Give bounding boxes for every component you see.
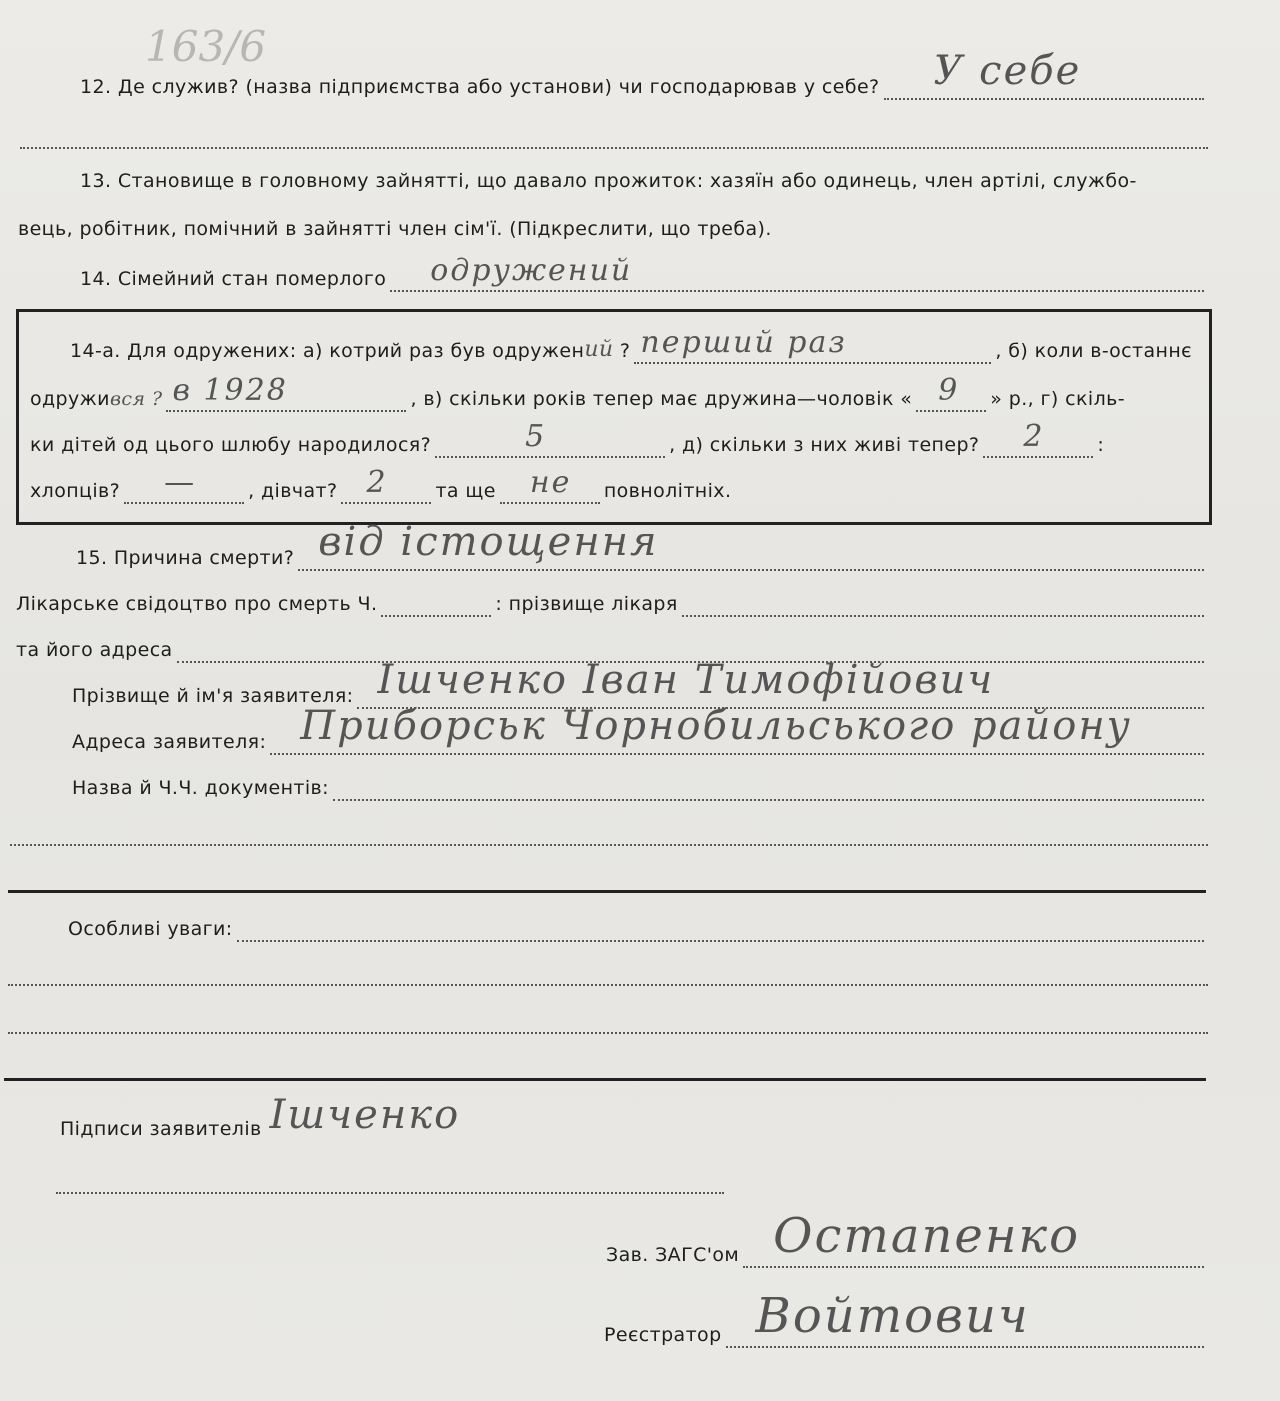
registrar-signature-field[interactable] (726, 1288, 1204, 1348)
question-14a-row-1: 14-а. Для одружених: а) котрий раз був одружен ий ? перший раз , б) коли в-останнє (70, 325, 1192, 362)
question-13-row-2 (18, 218, 1208, 242)
head-label: Зав. ЗАГС'ом (606, 1244, 740, 1266)
doctor-certificate-number-field[interactable] (381, 589, 491, 617)
question-14a-row-2 (30, 373, 1192, 412)
question-14a-row-3 (30, 419, 1192, 458)
documents-label: Назва й Ч.Ч. документів: (72, 777, 329, 799)
question-14a-c-field[interactable] (916, 373, 986, 412)
question-14a-e-label: , д) скільки з них живі тепер? (669, 434, 980, 456)
doctor-certificate-label: Лікарське свідоцтво про смерть Ч. (16, 593, 378, 615)
question-14a-girls-label: , дівчат? (248, 480, 338, 502)
remarks-extra-line-2 (8, 1032, 1208, 1034)
applicant-address-answer: Приборськ Чорнобильського району (300, 703, 1132, 749)
question-14a-girls-answer: 2 (366, 465, 388, 500)
question-14a-b-prefix: одружи (30, 388, 110, 410)
question-14a-e-field[interactable] (983, 419, 1093, 458)
head-signature-field[interactable] (743, 1208, 1204, 1268)
question-14a-b-answer: в 1928 (172, 373, 288, 408)
question-14a-more-answer: не (529, 465, 572, 500)
question-15-label: 15. Причина смерти? (76, 547, 295, 569)
question-14a-c-label: , в) скільки років тепер має дружина—чоловік « (410, 388, 913, 410)
section-divider-1 (8, 890, 1206, 893)
question-14a-adult-label: повнолітніх. (603, 480, 732, 502)
question-14a-more-field[interactable] (500, 465, 600, 504)
question-14a-d-label: ки дітей од цього шлюбу народилося? (30, 434, 432, 456)
doctor-name-field[interactable] (682, 589, 1204, 617)
question-14a-e-after: : (1097, 434, 1105, 456)
remarks-field[interactable] (237, 914, 1204, 942)
applicant-signature-label: Підписи заявителів (60, 1118, 262, 1140)
question-12-field[interactable] (884, 48, 1204, 100)
applicant-address-row (72, 703, 1208, 755)
question-14a-a-label: 14-а. Для одружених: а) котрий раз був одружен (70, 340, 585, 362)
question-14a-d-answer: 5 (525, 419, 547, 454)
question-14a-boys-label: хлопців? (30, 480, 121, 502)
question-13-row-1 (80, 170, 1208, 194)
question-14-field[interactable] (390, 253, 1204, 292)
remarks-row (68, 914, 1208, 942)
question-14a-a-suffix: ий (584, 337, 614, 362)
remarks-label: Особливі уваги: (68, 918, 233, 940)
question-14a-b-suffix: вся ? (109, 388, 163, 410)
registrar-signature: Войтович (755, 1288, 1030, 1344)
question-12-extra-line (20, 147, 1208, 149)
registrar-row (604, 1288, 1208, 1348)
doctor-name-label: : прізвище лікаря (495, 593, 678, 615)
question-13-label-line-1: 13. Становище в головному зайнятті, що давало прожиток: хазяїн або одинець, член артілі, службо- (80, 170, 1137, 192)
question-15-row (76, 519, 1208, 571)
question-14-row (80, 253, 1208, 292)
archive-number-note: 163/6 (145, 22, 267, 71)
question-12-answer: У себе (933, 48, 1082, 94)
question-14a-c-after: » р., г) скіль- (990, 388, 1125, 410)
registrar-label: Реєстратор (604, 1324, 722, 1346)
question-14a-b-field[interactable] (166, 373, 406, 412)
applicant-signature-field[interactable] (266, 1092, 720, 1142)
applicant-address-label: Адреса заявителя: (72, 731, 267, 753)
remarks-extra-line-1 (8, 984, 1208, 986)
documents-row (72, 773, 1208, 801)
head-row (606, 1208, 1208, 1268)
doctor-row (16, 589, 1208, 617)
question-14a-boys-field[interactable] (124, 465, 244, 504)
applicant-signature-row (60, 1092, 724, 1142)
documents-field[interactable] (333, 773, 1204, 801)
question-12-label: 12. Де служив? (назва підприємства або установи) чи господарював у себе? (80, 76, 880, 98)
section-divider-2 (4, 1078, 1206, 1081)
question-14-answer: одружений (430, 253, 633, 288)
applicant-signature-line (56, 1192, 724, 1194)
question-14a-row-4 (30, 465, 1192, 504)
documents-extra-line (10, 844, 1208, 846)
question-13-label-line-2: вець, робітник, помічний в зайнятті член сім'ї. (Підкреслити, що треба). (18, 218, 772, 240)
applicant-signature: Ішченко (269, 1092, 461, 1138)
applicant-address-field[interactable] (270, 703, 1204, 755)
question-12-row (80, 48, 1208, 100)
question-14a-boys-answer: — (164, 465, 197, 500)
question-14a-more-label: та ще (435, 480, 496, 502)
question-14a-c-answer: 9 (938, 373, 960, 408)
question-14a-a-field[interactable] (634, 325, 991, 364)
doctor-address-label: та його адреса (16, 639, 173, 661)
question-14-label: 14. Сімейний стан померлого (80, 268, 387, 290)
question-14a-a-answer: перший раз (640, 325, 847, 360)
applicant-name-answer: Ішченко Іван Тимофійович (377, 657, 995, 703)
question-15-field[interactable] (298, 519, 1204, 571)
question-15-answer: від істощення (318, 519, 659, 565)
head-signature: Остапенко (773, 1208, 1080, 1264)
question-14a-b-label: , б) коли в-останнє (995, 340, 1192, 362)
question-14a-d-field[interactable] (435, 419, 665, 458)
applicant-name-label: Прізвище й ім'я заявителя: (72, 685, 354, 707)
question-14a-e-answer: 2 (1023, 419, 1045, 454)
question-14a-girls-field[interactable] (341, 465, 431, 504)
